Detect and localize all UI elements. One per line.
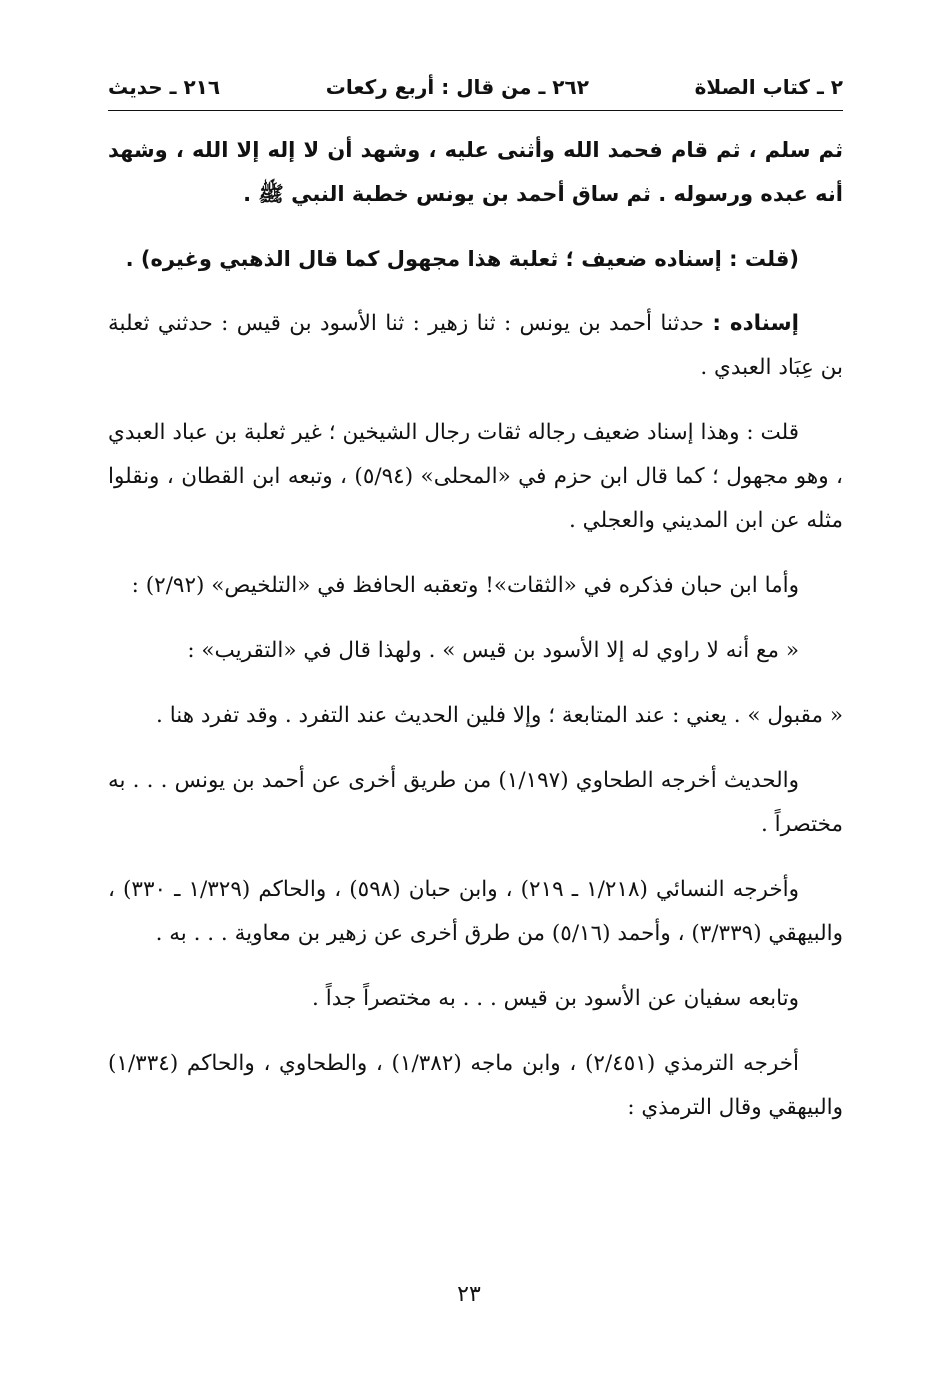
- header-hadith-number: ٢١٦ ـ حديث: [108, 75, 221, 99]
- header-chapter-title: ٢٦٢ ـ من قال : أربع ركعات: [325, 75, 589, 99]
- header-book-title: ٢ ـ كتاب الصلاة: [694, 75, 843, 99]
- page-body: [108, 128, 843, 1151]
- paragraph-text: حدثنا أحمد بن يونس : ثنا زهير : ثنا الأسود بن قيس : حدثني ثعلبة بن عِبَاد العبدي .: [108, 311, 843, 380]
- paragraph-text: « مقبول » . يعني : عند المتابعة ؛ وإلا فلين الحديث عند التفرد . وقد تفرد هنا .: [156, 703, 843, 728]
- paragraph-text: أخرجه الترمذي (٢/٤٥١) ، وابن ماجه (١/٣٨٢) ، والطحاوي ، والحاكم (١/٣٣٤) والبيهقي وقال الترمذي :: [108, 1051, 843, 1120]
- paragraph-lead: إسناده :: [712, 311, 800, 336]
- paragraph-quote: [108, 629, 843, 673]
- paragraph-ruling: [108, 237, 843, 281]
- paragraph-text: « مع أنه لا راوي له إلا الأسود بن قيس » . ولهذا قال في «التقريب» :: [187, 638, 799, 663]
- page-number: ٢٣: [457, 1282, 481, 1307]
- paragraph-text: والحديث أخرجه الطحاوي (١/١٩٧) من طريق أخرى عن أحمد بن يونس . . . به مختصراً .: [108, 768, 843, 837]
- paragraph-text: وأما ابن حبان فذكره في «الثقات»! وتعقبه الحافظ في «التلخيص» (٢/٩٢) :: [131, 573, 799, 598]
- paragraph-text: ثم سلم ، ثم قام فحمد الله وأثنى عليه ، وشهد أن لا إله إلا الله ، وشهد أنه عبده ورسوله . ثم ساق أحمد بن يونس خطبة النبي ﷺ .: [108, 138, 843, 206]
- paragraph-text: وأخرجه النسائي (١/٢١٨ ـ ٢١٩) ، وابن حبان (٥٩٨) ، والحاكم (١/٣٢٩ ـ ٣٣٠) ، والبيهقي (٣/٣٣٩) ، وأحمد (٥/١٦) من طرق أخرى عن زهير بن معاوية . . . به .: [108, 877, 843, 946]
- paragraph-commentary: [108, 411, 843, 543]
- paragraph-commentary: [108, 759, 843, 847]
- paragraph-commentary: [108, 1042, 843, 1130]
- paragraph-text: (قلت : إسناده ضعيف ؛ ثعلبة هذا مجهول كما قال الذهبي وغيره) .: [125, 247, 799, 271]
- paragraph-text: قلت : وهذا إسناد ضعيف رجاله ثقات رجال الشيخين ؛ غير ثعلبة بن عباد العبدي ، وهو مجهول ؛ كما قال ابن حزم في «المحلى» (٥/٩٤) ، وتبعه ابن القطان ، ونقلوا مثله عن ابن المديني والعجلي .: [108, 420, 843, 533]
- paragraph-text: وتابعه سفيان عن الأسود بن قيس . . . به مختصراً جداً .: [312, 986, 799, 1011]
- paragraph-commentary: [108, 564, 843, 608]
- paragraph-quote: [108, 694, 843, 738]
- paragraph-commentary: [108, 977, 843, 1021]
- paragraph-hadith-text: [108, 128, 843, 216]
- header-divider: [108, 110, 843, 111]
- paragraph-commentary: [108, 868, 843, 956]
- running-header: [108, 68, 843, 106]
- paragraph-isnad: [108, 302, 843, 390]
